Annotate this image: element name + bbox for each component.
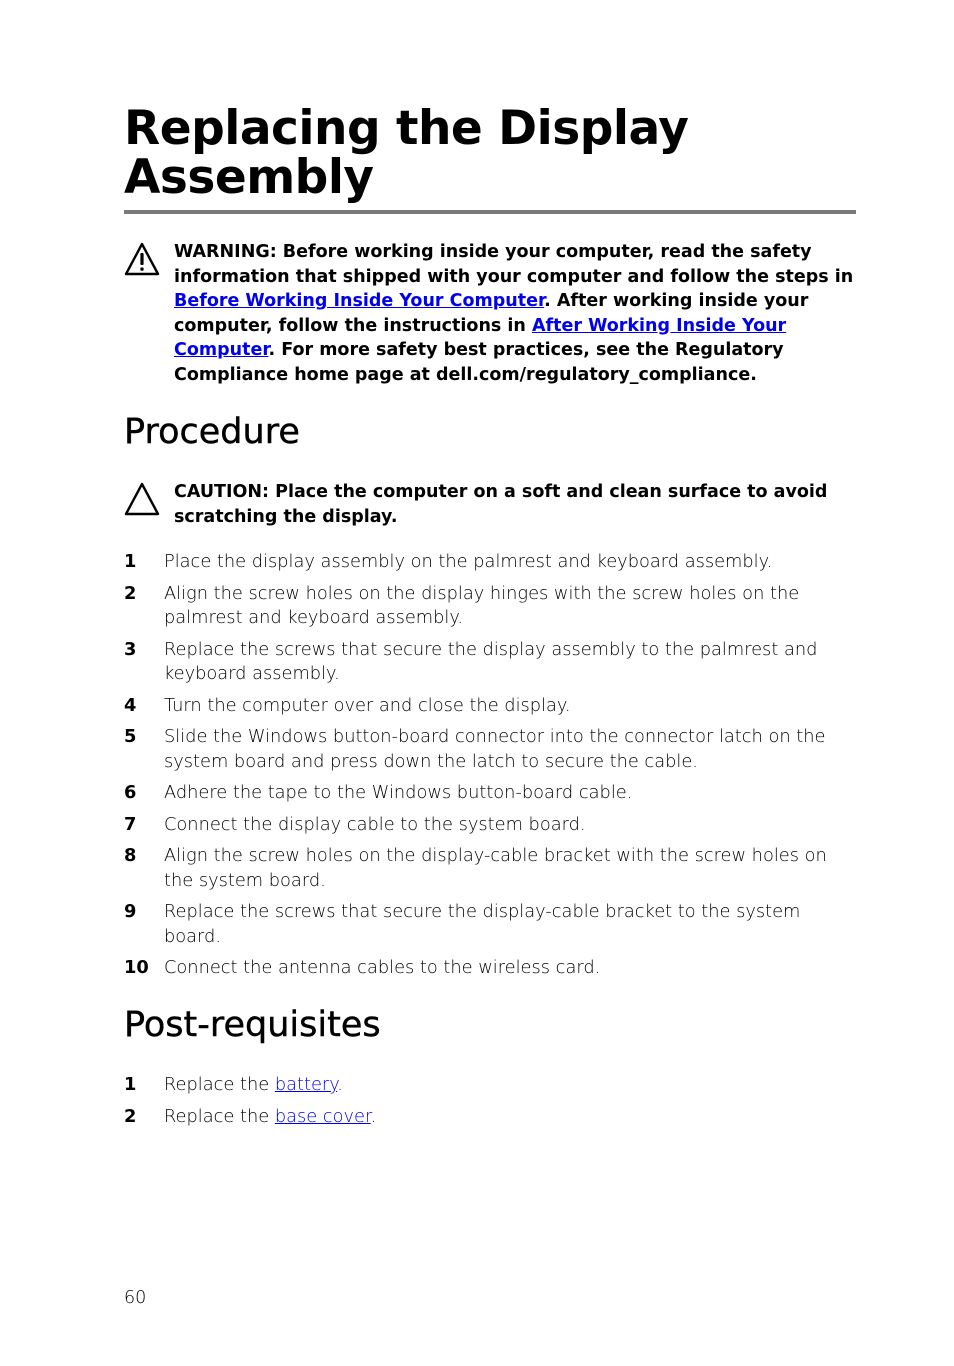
- title-divider: [124, 210, 856, 214]
- procedure-step: [124, 813, 856, 838]
- step-text-suffix: .: [370, 1106, 377, 1127]
- step-number: 9: [124, 901, 137, 922]
- procedure-step: [124, 550, 856, 575]
- step-number: 10: [124, 957, 149, 978]
- step-text: Turn the computer over and close the display.: [164, 694, 571, 716]
- step-number: 2: [124, 1106, 137, 1127]
- page-title: Replacing the Display Assembly: [124, 101, 689, 205]
- step-number: 2: [124, 582, 137, 604]
- step-number: 1: [124, 1074, 137, 1095]
- procedure-step: [124, 725, 856, 774]
- warning-text-end: . For more safety best practices, see the Regulatory Compliance home page at dell.com/regulatory_compliance.: [174, 340, 784, 385]
- step-text: [164, 1105, 854, 1130]
- step-text: Align the screw holes on the display hinges with the screw holes on the palmrest and keyboard assembly.: [164, 582, 800, 628]
- postrequisites-steps-list: [124, 1073, 856, 1137]
- procedure-heading: Procedure: [124, 412, 300, 452]
- step-text-prefix: Replace the: [164, 1074, 275, 1095]
- step-number: 3: [124, 638, 137, 660]
- step-number: 4: [124, 694, 137, 716]
- step-number: 6: [124, 782, 137, 803]
- postrequisites-heading: Post-requisites: [124, 1005, 381, 1045]
- step-text: Replace the screws that secure the display-cable bracket to the system board.: [164, 901, 801, 947]
- postrequisite-step: [124, 1105, 856, 1130]
- procedure-step: [124, 900, 856, 949]
- step-text: Align the screw holes on the display-cable bracket with the screw holes on the system board.: [164, 845, 827, 891]
- step-text-suffix: .: [337, 1074, 343, 1095]
- step-number: 8: [124, 845, 137, 866]
- caution-text: CAUTION: Place the computer on a soft and clean surface to avoid scratching the display.: [174, 482, 828, 527]
- caution-triangle-icon: [124, 482, 160, 516]
- postrequisite-step: [124, 1073, 856, 1098]
- after-working-inside-link[interactable]: After Working Inside Your Computer: [174, 315, 787, 361]
- step-text: Replace the screws that secure the display assembly to the palmrest and keyboard assembly.: [164, 638, 818, 684]
- procedure-step: [124, 844, 856, 893]
- warning-triangle-icon: [124, 242, 160, 276]
- step-text: Slide the Windows button-board connector into the connector latch on the system board and press down the latch to secure the cable.: [164, 726, 826, 772]
- step-number: 7: [124, 813, 137, 835]
- procedure-step: [124, 956, 856, 981]
- before-working-inside-link[interactable]: Before Working Inside Your Computer: [174, 291, 545, 312]
- warning-text-middle: . After working inside your computer, follow the instructions in: [174, 291, 809, 336]
- step-text: Adhere the tape to the Windows button-board cable.: [164, 782, 633, 803]
- step-text: [164, 1073, 854, 1098]
- procedure-step: [124, 638, 856, 687]
- battery-link[interactable]: battery: [274, 1074, 338, 1095]
- step-text: Place the display assembly on the palmrest and keyboard assembly.: [164, 551, 773, 572]
- step-text: Connect the display cable to the system board.: [164, 813, 586, 835]
- step-number: 1: [124, 551, 137, 572]
- procedure-step: [124, 582, 856, 631]
- procedure-step: [124, 781, 856, 806]
- base-cover-link[interactable]: base cover: [274, 1106, 371, 1127]
- step-text: Connect the antenna cables to the wireless card.: [164, 957, 601, 978]
- warning-text-start: WARNING: Before working inside your computer, read the safety information that shipped with your computer and follow the steps in: [174, 242, 854, 287]
- procedure-steps-list: [124, 550, 856, 988]
- page-number: 60: [124, 1288, 147, 1308]
- procedure-step: [124, 694, 856, 719]
- warning-text: [174, 240, 856, 388]
- step-text-prefix: Replace the: [164, 1106, 275, 1127]
- step-number: 5: [124, 726, 137, 747]
